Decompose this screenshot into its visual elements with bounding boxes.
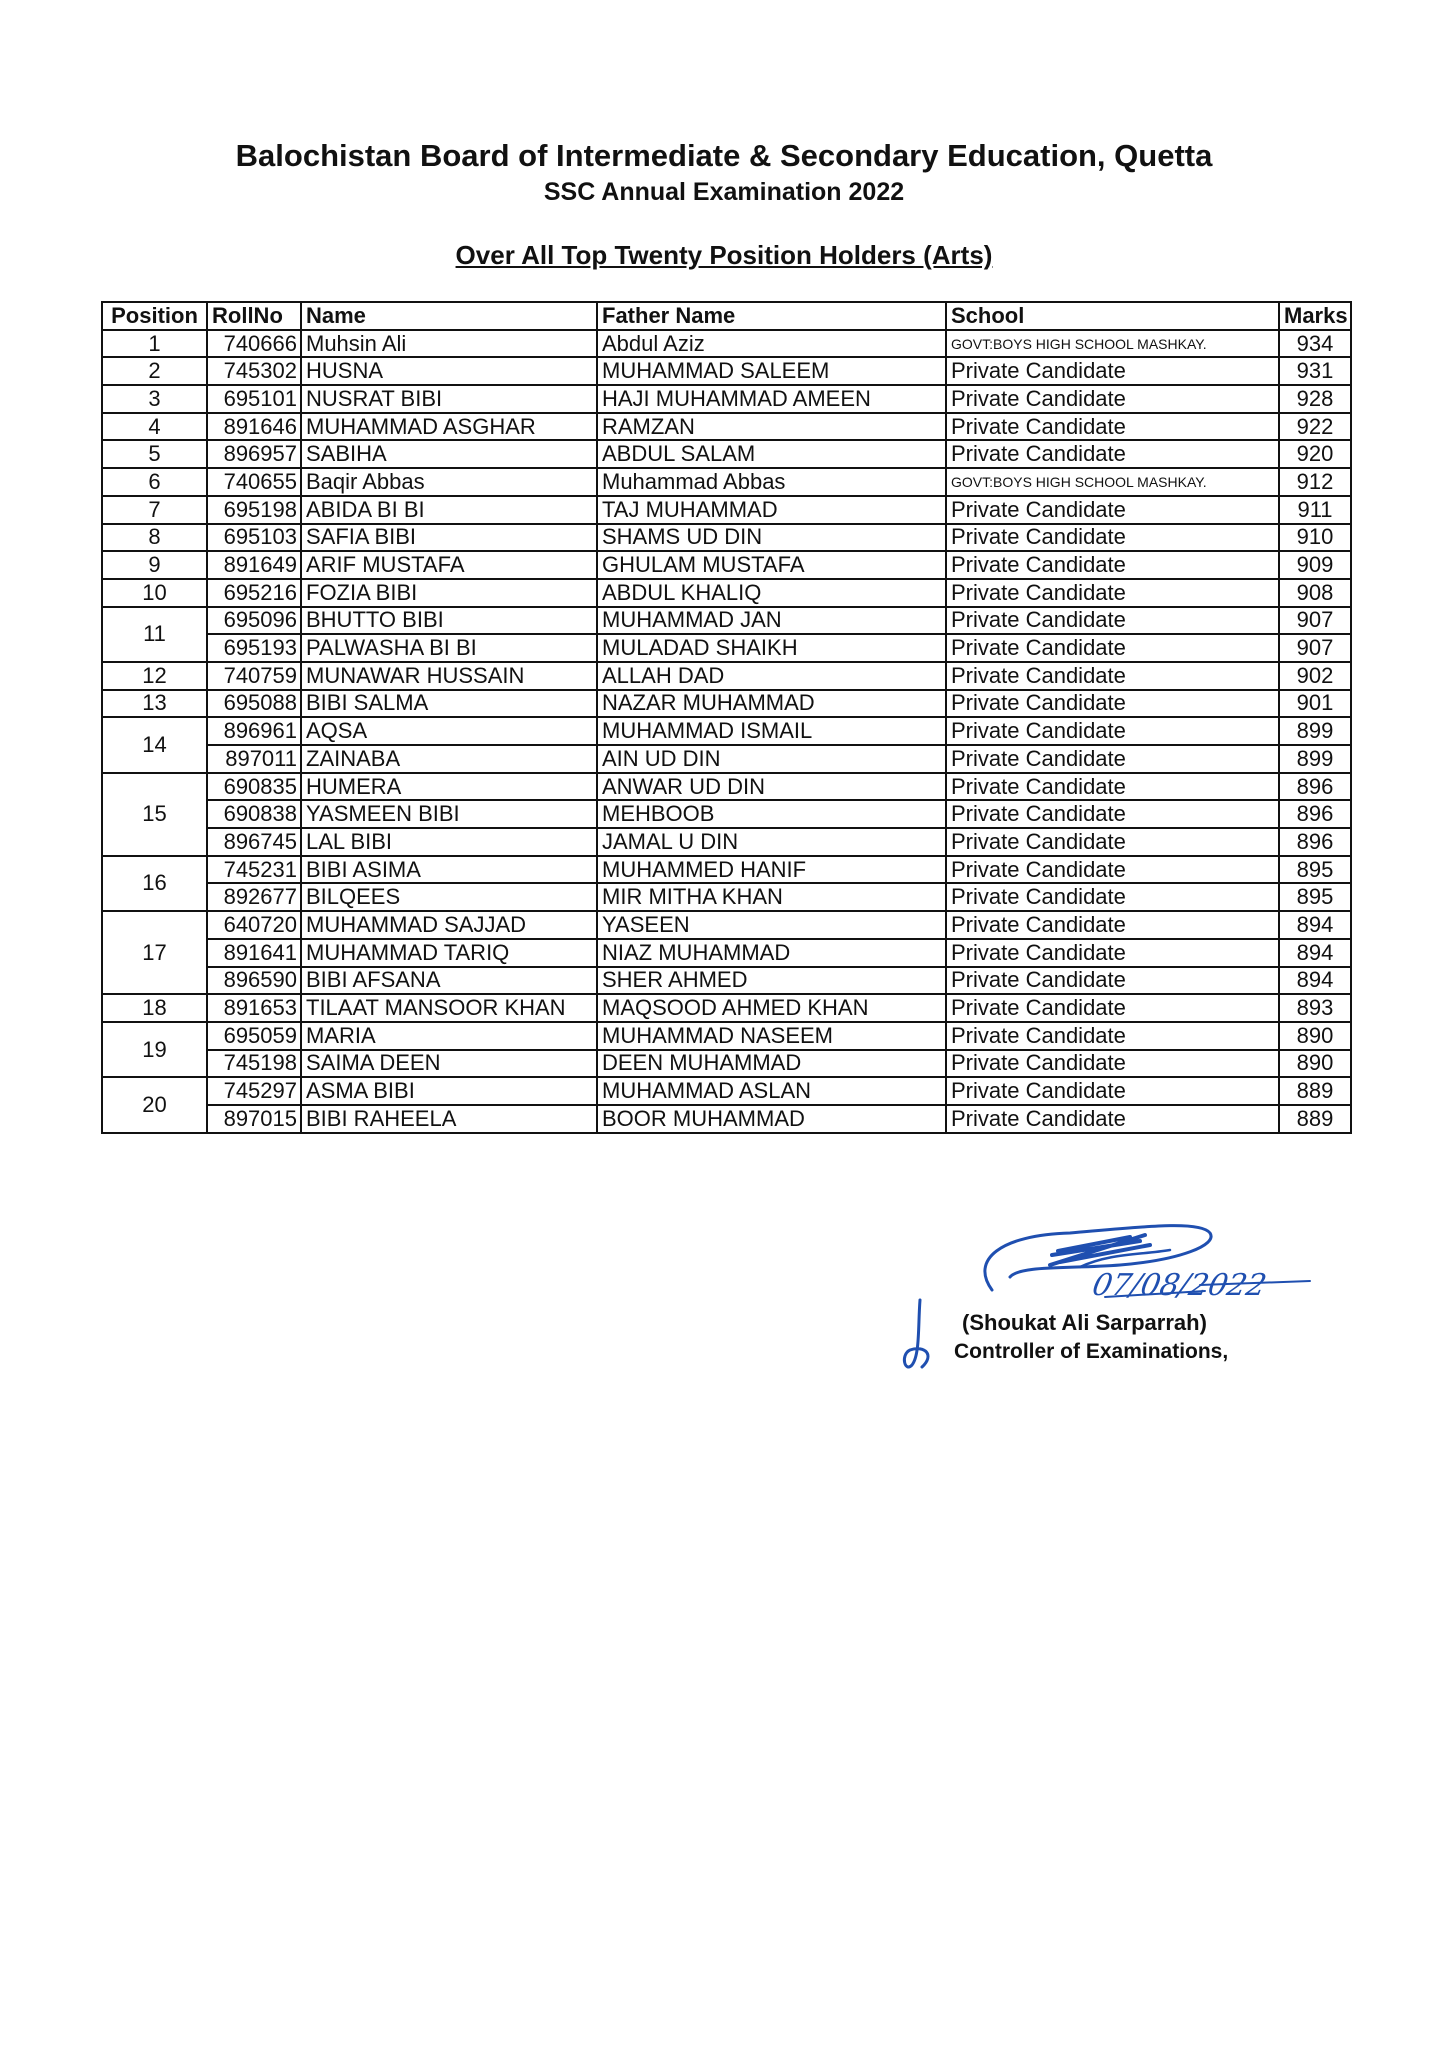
table-row <box>102 551 1351 579</box>
school-cell: Private Candidate <box>946 496 1279 524</box>
table-header-row <box>102 302 1351 330</box>
name-cell: BIBI SALMA <box>301 690 597 718</box>
name-cell: BIBI AFSANA <box>301 967 597 995</box>
school-cell: GOVT:BOYS HIGH SCHOOL MASHKAY. <box>946 330 1279 358</box>
table-row <box>102 967 1351 995</box>
name-cell: LAL BIBI <box>301 828 597 856</box>
marks-cell: 890 <box>1279 1022 1351 1050</box>
school-cell: Private Candidate <box>946 883 1279 911</box>
rollno-cell: 640720 <box>207 911 301 939</box>
marks-cell: 907 <box>1279 634 1351 662</box>
table-row <box>102 994 1351 1022</box>
table-row <box>102 911 1351 939</box>
rollno-cell: 896590 <box>207 967 301 995</box>
table-row <box>102 496 1351 524</box>
name-cell: PALWASHA BI BI <box>301 634 597 662</box>
rollno-cell: 695198 <box>207 496 301 524</box>
father-name-cell: MUHAMMAD SALEEM <box>597 357 946 385</box>
rollno-cell: 695193 <box>207 634 301 662</box>
father-name-cell: MUHAMMAD ISMAIL <box>597 717 946 745</box>
father-name-cell: RAMZAN <box>597 413 946 441</box>
name-cell: FOZIA BIBI <box>301 579 597 607</box>
position-cell: 14 <box>102 717 207 772</box>
school-cell: Private Candidate <box>946 385 1279 413</box>
father-name-cell: AIN UD DIN <box>597 745 946 773</box>
marks-cell: 894 <box>1279 939 1351 967</box>
school-cell: Private Candidate <box>946 1105 1279 1133</box>
position-cell: 1 <box>102 330 207 358</box>
position-cell: 10 <box>102 579 207 607</box>
marks-cell: 931 <box>1279 357 1351 385</box>
table-row <box>102 607 1351 635</box>
school-cell: Private Candidate <box>946 607 1279 635</box>
position-holders-table <box>101 301 1352 1134</box>
position-cell: 15 <box>102 773 207 856</box>
table-row <box>102 1050 1351 1078</box>
rollno-cell: 695059 <box>207 1022 301 1050</box>
marks-cell: 920 <box>1279 440 1351 468</box>
school-cell: Private Candidate <box>946 524 1279 552</box>
father-name-cell: SHAMS UD DIN <box>597 524 946 552</box>
position-cell: 13 <box>102 690 207 718</box>
rollno-cell: 745302 <box>207 357 301 385</box>
marks-cell: 896 <box>1279 800 1351 828</box>
father-name-cell: MUHAMMAD NASEEM <box>597 1022 946 1050</box>
rollno-cell: 745198 <box>207 1050 301 1078</box>
school-cell: Private Candidate <box>946 690 1279 718</box>
name-cell: ASMA BIBI <box>301 1077 597 1105</box>
signature-date: 07/08/2022 <box>1089 1268 1270 1303</box>
father-name-cell: BOOR MUHAMMAD <box>597 1105 946 1133</box>
rollno-cell: 690835 <box>207 773 301 801</box>
column-header-school: School <box>946 302 1279 330</box>
table-row <box>102 330 1351 358</box>
position-cell: 11 <box>102 607 207 662</box>
marks-cell: 899 <box>1279 745 1351 773</box>
marks-cell: 912 <box>1279 468 1351 496</box>
position-cell: 20 <box>102 1077 207 1132</box>
column-header-position: Position <box>102 302 207 330</box>
school-cell: Private Candidate <box>946 717 1279 745</box>
position-cell: 8 <box>102 524 207 552</box>
marks-cell: 934 <box>1279 330 1351 358</box>
rollno-cell: 740655 <box>207 468 301 496</box>
rollno-cell: 897015 <box>207 1105 301 1133</box>
name-cell: MUNAWAR HUSSAIN <box>301 662 597 690</box>
table-row <box>102 856 1351 884</box>
position-cell: 16 <box>102 856 207 911</box>
marks-cell: 894 <box>1279 911 1351 939</box>
school-cell: Private Candidate <box>946 911 1279 939</box>
rollno-cell: 695216 <box>207 579 301 607</box>
marks-cell: 895 <box>1279 856 1351 884</box>
position-cell: 5 <box>102 440 207 468</box>
father-name-cell: MAQSOOD AHMED KHAN <box>597 994 946 1022</box>
name-cell: SABIHA <box>301 440 597 468</box>
name-cell: ABIDA BI BI <box>301 496 597 524</box>
school-cell: Private Candidate <box>946 967 1279 995</box>
father-name-cell: MUHAMMED HANIF <box>597 856 946 884</box>
marks-cell: 895 <box>1279 883 1351 911</box>
table-row <box>102 690 1351 718</box>
rollno-cell: 695103 <box>207 524 301 552</box>
father-name-cell: TAJ MUHAMMAD <box>597 496 946 524</box>
name-cell: SAFIA BIBI <box>301 524 597 552</box>
father-name-cell: HAJI MUHAMMAD AMEEN <box>597 385 946 413</box>
name-cell: BHUTTO BIBI <box>301 607 597 635</box>
father-name-cell: ABDUL KHALIQ <box>597 579 946 607</box>
position-cell: 7 <box>102 496 207 524</box>
father-name-cell: MIR MITHA KHAN <box>597 883 946 911</box>
marks-cell: 889 <box>1279 1077 1351 1105</box>
school-cell: Private Candidate <box>946 773 1279 801</box>
rollno-cell: 690838 <box>207 800 301 828</box>
name-cell: HUSNA <box>301 357 597 385</box>
father-name-cell: MEHBOOB <box>597 800 946 828</box>
name-cell: BILQEES <box>301 883 597 911</box>
column-header-marks: Marks <box>1279 302 1351 330</box>
father-name-cell: SHER AHMED <box>597 967 946 995</box>
table-row <box>102 524 1351 552</box>
table-row <box>102 717 1351 745</box>
name-cell: AQSA <box>301 717 597 745</box>
rollno-cell: 695101 <box>207 385 301 413</box>
father-name-cell: ALLAH DAD <box>597 662 946 690</box>
controller-title: Controller of Examinations, <box>954 1340 1229 1363</box>
table-row <box>102 1022 1351 1050</box>
school-cell: Private Candidate <box>946 745 1279 773</box>
school-cell: Private Candidate <box>946 800 1279 828</box>
school-cell: Private Candidate <box>946 1022 1279 1050</box>
position-cell: 18 <box>102 994 207 1022</box>
school-cell: Private Candidate <box>946 634 1279 662</box>
table-row <box>102 939 1351 967</box>
rollno-cell: 740666 <box>207 330 301 358</box>
table-row <box>102 662 1351 690</box>
school-cell: Private Candidate <box>946 551 1279 579</box>
name-cell: SAIMA DEEN <box>301 1050 597 1078</box>
marks-cell: 889 <box>1279 1105 1351 1133</box>
table-row <box>102 773 1351 801</box>
father-name-cell: YASEEN <box>597 911 946 939</box>
school-cell: Private Candidate <box>946 579 1279 607</box>
table-row <box>102 1077 1351 1105</box>
school-cell: Private Candidate <box>946 1077 1279 1105</box>
marks-cell: 899 <box>1279 717 1351 745</box>
name-cell: BIBI ASIMA <box>301 856 597 884</box>
school-cell: Private Candidate <box>946 828 1279 856</box>
signature-block <box>900 1205 1400 1385</box>
name-cell: Baqir Abbas <box>301 468 597 496</box>
father-name-cell: JAMAL U DIN <box>597 828 946 856</box>
rollno-cell: 891641 <box>207 939 301 967</box>
exam-subtitle: SSC Annual Examination 2022 <box>543 178 905 206</box>
table-row <box>102 745 1351 773</box>
rollno-cell: 891649 <box>207 551 301 579</box>
controller-name: (Shoukat Ali Sarparrah) <box>962 1310 1207 1335</box>
marks-cell: 896 <box>1279 828 1351 856</box>
table-row <box>102 385 1351 413</box>
father-name-cell: GHULAM MUSTAFA <box>597 551 946 579</box>
name-cell: MUHAMMAD TARIQ <box>301 939 597 967</box>
rollno-cell: 695096 <box>207 607 301 635</box>
father-name-cell: NAZAR MUHAMMAD <box>597 690 946 718</box>
school-cell: Private Candidate <box>946 856 1279 884</box>
marks-cell: 896 <box>1279 773 1351 801</box>
marks-cell: 907 <box>1279 607 1351 635</box>
school-cell: Private Candidate <box>946 994 1279 1022</box>
school-cell: Private Candidate <box>946 357 1279 385</box>
father-name-cell: MUHAMMAD JAN <box>597 607 946 635</box>
position-cell: 2 <box>102 357 207 385</box>
table-body <box>102 330 1351 1133</box>
name-cell: TILAAT MANSOOR KHAN <box>301 994 597 1022</box>
name-cell: NUSRAT BIBI <box>301 385 597 413</box>
school-cell: Private Candidate <box>946 939 1279 967</box>
rollno-cell: 897011 <box>207 745 301 773</box>
name-cell: YASMEEN BIBI <box>301 800 597 828</box>
marks-cell: 922 <box>1279 413 1351 441</box>
table-row <box>102 357 1351 385</box>
position-cell: 17 <box>102 911 207 994</box>
rollno-cell: 745297 <box>207 1077 301 1105</box>
rollno-cell: 695088 <box>207 690 301 718</box>
school-cell: Private Candidate <box>946 1050 1279 1078</box>
rollno-cell: 896961 <box>207 717 301 745</box>
rollno-cell: 745231 <box>207 856 301 884</box>
position-cell: 3 <box>102 385 207 413</box>
school-cell: GOVT:BOYS HIGH SCHOOL MASHKAY. <box>946 468 1279 496</box>
father-name-cell: ABDUL SALAM <box>597 440 946 468</box>
table-heading: Over All Top Twenty Position Holders (Arts) <box>455 240 993 270</box>
table-row <box>102 883 1351 911</box>
marks-cell: 910 <box>1279 524 1351 552</box>
name-cell: BIBI RAHEELA <box>301 1105 597 1133</box>
name-cell: MARIA <box>301 1022 597 1050</box>
table-row <box>102 1105 1351 1133</box>
school-cell: Private Candidate <box>946 413 1279 441</box>
father-name-cell: Muhammad Abbas <box>597 468 946 496</box>
rollno-cell: 740759 <box>207 662 301 690</box>
school-cell: Private Candidate <box>946 440 1279 468</box>
marks-cell: 894 <box>1279 967 1351 995</box>
father-name-cell: Abdul Aziz <box>597 330 946 358</box>
position-cell: 4 <box>102 413 207 441</box>
marks-cell: 890 <box>1279 1050 1351 1078</box>
father-name-cell: MULADAD SHAIKH <box>597 634 946 662</box>
table-row <box>102 413 1351 441</box>
position-cell: 6 <box>102 468 207 496</box>
table-row <box>102 634 1351 662</box>
table-row <box>102 579 1351 607</box>
position-cell: 9 <box>102 551 207 579</box>
column-header-father-name: Father Name <box>597 302 946 330</box>
marks-cell: 908 <box>1279 579 1351 607</box>
father-name-cell: DEEN MUHAMMAD <box>597 1050 946 1078</box>
table-row <box>102 828 1351 856</box>
father-name-cell: ANWAR UD DIN <box>597 773 946 801</box>
table-row <box>102 440 1351 468</box>
father-name-cell: NIAZ MUHAMMAD <box>597 939 946 967</box>
marks-cell: 902 <box>1279 662 1351 690</box>
table-row <box>102 468 1351 496</box>
rollno-cell: 891646 <box>207 413 301 441</box>
name-cell: ZAINABA <box>301 745 597 773</box>
marks-cell: 893 <box>1279 994 1351 1022</box>
position-cell: 12 <box>102 662 207 690</box>
document-title: Balochistan Board of Intermediate & Secondary Education, Quetta <box>235 138 1213 173</box>
name-cell: MUHAMMAD SAJJAD <box>301 911 597 939</box>
name-cell: ARIF MUSTAFA <box>301 551 597 579</box>
marks-cell: 909 <box>1279 551 1351 579</box>
column-header-rollno: RollNo <box>207 302 301 330</box>
position-cell: 19 <box>102 1022 207 1077</box>
name-cell: MUHAMMAD ASGHAR <box>301 413 597 441</box>
table-row <box>102 800 1351 828</box>
name-cell: Muhsin Ali <box>301 330 597 358</box>
rollno-cell: 892677 <box>207 883 301 911</box>
father-name-cell: MUHAMMAD ASLAN <box>597 1077 946 1105</box>
rollno-cell: 896745 <box>207 828 301 856</box>
school-cell: Private Candidate <box>946 662 1279 690</box>
marks-cell: 901 <box>1279 690 1351 718</box>
name-cell: HUMERA <box>301 773 597 801</box>
column-header-name: Name <box>301 302 597 330</box>
marks-cell: 911 <box>1279 496 1351 524</box>
marks-cell: 928 <box>1279 385 1351 413</box>
rollno-cell: 891653 <box>207 994 301 1022</box>
rollno-cell: 896957 <box>207 440 301 468</box>
